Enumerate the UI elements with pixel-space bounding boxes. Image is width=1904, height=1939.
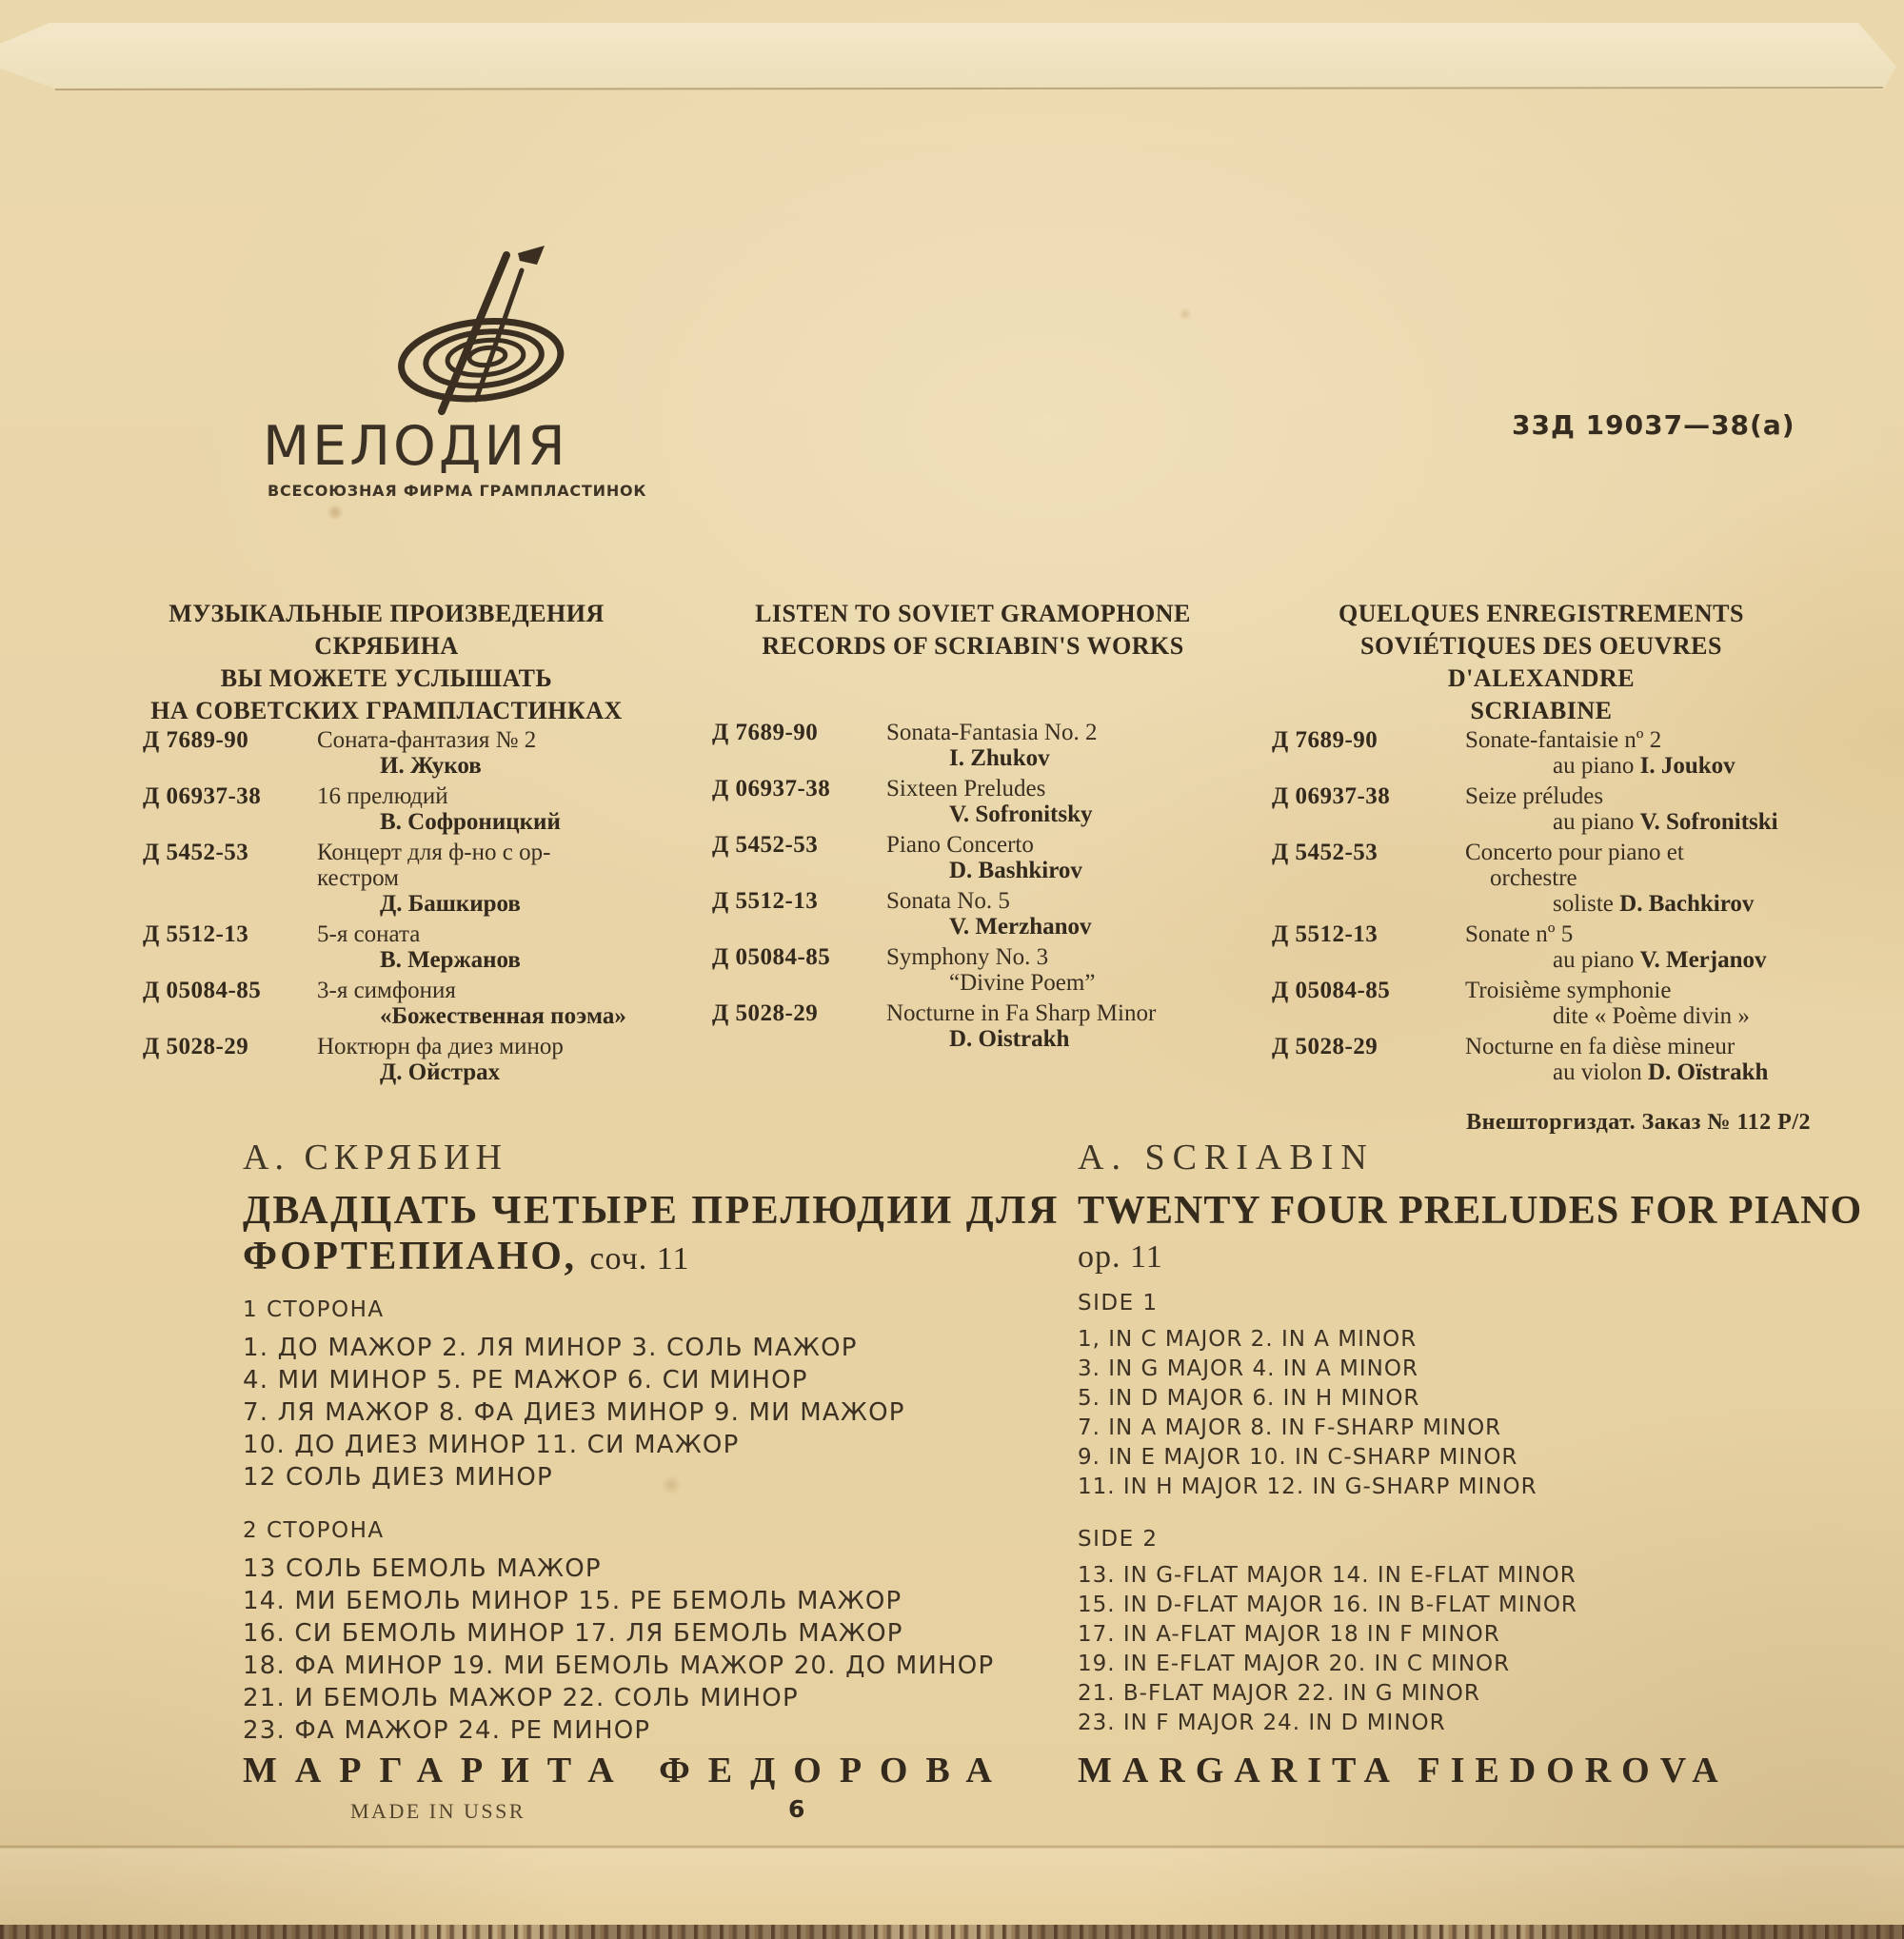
work-title-line: au piano I. Joukov: [1553, 753, 1735, 779]
album-title-en: TWENTY FOUR PRELUDES FOR PIANO: [1078, 1189, 1863, 1233]
catalog-number: Д 7689-90: [1272, 727, 1378, 753]
work-title-block: [886, 832, 1234, 883]
work-title-line: Concerto pour piano et: [1465, 840, 1684, 865]
catalog-entry: [143, 921, 630, 973]
matrix-number: 6: [788, 1795, 805, 1823]
work-title-line: Nocturne en fa dièse mineur: [1465, 1034, 1735, 1059]
work-title-line: В. Софроницкий: [380, 809, 561, 835]
work-title-line: Sonata No. 5: [886, 888, 1010, 914]
catalog-entry: [1272, 783, 1811, 835]
work-title-line: Sonata-Fantasia No. 2: [886, 720, 1098, 745]
catalog-entry: [1272, 727, 1811, 779]
work-title-block: [886, 888, 1234, 940]
catalog-number: Д 5028-29: [712, 1000, 819, 1026]
work-title-line: Концерт для ф-но с ор-: [317, 840, 551, 865]
track-line: 17. IN A-FLAT MAJOR 18 IN F MINOR: [1078, 1622, 1500, 1647]
side2-track-list-en: [1078, 1561, 1868, 1738]
album-title-ru-line2: ФОРТЕПИАНО,: [243, 1235, 577, 1278]
catalog-number: Д 06937-38: [712, 776, 831, 801]
catalog-entry: [712, 720, 1234, 771]
track-line: 21. B-FLAT MAJOR 22. IN G MINOR: [1078, 1681, 1480, 1706]
catalog-number-header: 33Д 19037—38(а): [1512, 409, 1795, 441]
work-title-line: Д. Башкиров: [380, 891, 521, 917]
opus-number-en: op. 11: [1078, 1239, 1163, 1275]
track-line: 13. IN G-FLAT MAJOR 14. IN E-FLAT MINOR: [1078, 1563, 1577, 1588]
catalog-number: Д 5452-53: [712, 832, 819, 858]
opus-number-ru: соч. 11: [589, 1241, 690, 1276]
side1-track-list-ru: [243, 1332, 1081, 1494]
work-title-line: V. Sofronitsky: [949, 801, 1093, 827]
catalog-number: Д 05084-85: [143, 978, 262, 1003]
track-line: 14. МИ БЕМОЛЬ МИНОР 15. РЕ БЕМОЛЬ МАЖОР: [243, 1587, 902, 1615]
composer-name-en: A. SCRIABIN: [1078, 1138, 1375, 1177]
work-title-block: [317, 1034, 630, 1085]
catalog-number: Д 5512-13: [712, 888, 819, 914]
catalog-number: Д 06937-38: [143, 783, 262, 809]
work-title-line: Sonate nº 5: [1465, 921, 1574, 947]
work-title-line: orchestre: [1490, 865, 1577, 891]
work-title-line: Соната-фантазия № 2: [317, 727, 537, 753]
work-title-line: D. Oistrakh: [949, 1026, 1070, 1052]
side2-label-en: SIDE 2: [1078, 1527, 1159, 1552]
work-title-block: [1465, 783, 1811, 835]
catalog-entry: [1272, 921, 1811, 973]
track-line: 7. IN A MAJOR 8. IN F-SHARP MINOR: [1078, 1415, 1502, 1440]
discography-column-russian: [143, 598, 630, 1090]
track-line: 4. МИ МИНОР 5. РЕ МАЖОР 6. СИ МИНОР: [243, 1366, 808, 1395]
worn-bottom-edge: [0, 1925, 1904, 1939]
work-title-line: 5-я соната: [317, 921, 421, 947]
catalog-entry: [712, 944, 1234, 996]
track-line: 23. ФА МАЖОР 24. РЕ МИНОР: [243, 1716, 651, 1745]
catalog-entry: [712, 776, 1234, 827]
album-info-english: [1078, 1138, 1868, 1738]
track-line: 19. IN E-FLAT MAJOR 20. IN C MINOR: [1078, 1652, 1511, 1676]
catalog-entry: [712, 832, 1234, 883]
work-title-line: Sonate-fantaisie nº 2: [1465, 727, 1662, 753]
work-title-line: “Divine Poem”: [949, 970, 1096, 996]
work-title-line: Seize préludes: [1465, 783, 1604, 809]
paper-crease-highlight: [0, 1849, 1904, 1925]
track-line: 12 СОЛЬ ДИЕЗ МИНОР: [243, 1463, 553, 1492]
discography-column-english: [712, 598, 1234, 1057]
work-title-block: [317, 783, 630, 835]
work-title-block: [317, 727, 630, 779]
discography-column-header: LISTEN TO SOVIET GRAMOPHONE RECORDS OF SCRIABIN'S WORKS: [755, 600, 1191, 660]
work-title-block: [886, 720, 1234, 771]
work-title-line: Ноктюрн фа диез минор: [317, 1034, 564, 1059]
track-line: 11. IN H MAJOR 12. IN G-SHARP MINOR: [1078, 1474, 1537, 1499]
track-line: 23. IN F MAJOR 24. IN D MINOR: [1078, 1711, 1446, 1735]
catalog-number: Д 5512-13: [143, 921, 249, 947]
logo-wordmark: МЕЛОДИЯ: [263, 415, 568, 478]
catalog-number: Д 5452-53: [1272, 840, 1378, 865]
track-line: 18. ФА МИНОР 19. МИ БЕМОЛЬ МАЖОР 20. ДО МИНОР: [243, 1652, 995, 1680]
track-line: 9. IN E MAJOR 10. IN C-SHARP MINOR: [1078, 1445, 1518, 1470]
discography-column-header: QUELQUES ENREGISTREMENTS SOVIÉTIQUES DES OEUVRES D'ALEXANDRE SCRIABINE: [1339, 600, 1744, 724]
work-title-line: au piano V. Sofronitski: [1553, 809, 1778, 835]
publisher-imprint: Внешторгиздат. Заказ № 112 Р/2: [1466, 1110, 1811, 1135]
work-title-block: [1465, 840, 1811, 917]
album-title-ru: [243, 1188, 1081, 1282]
work-title-line: Sixteen Preludes: [886, 776, 1046, 801]
catalog-entry: [1272, 978, 1811, 1029]
work-title-line: Symphony No. 3: [886, 944, 1049, 970]
track-line: 5. IN D MAJOR 6. IN H MINOR: [1078, 1386, 1420, 1411]
discography-column-header: МУЗЫКАЛЬНЫЕ ПРОИЗВЕДЕНИЯ СКРЯБИНА ВЫ МОЖЕТЕ УСЛЫШАТЬ НА СОВЕТСКИХ ГРАМПЛАСТИНКАХ: [150, 600, 623, 724]
work-title-line: кестром: [317, 865, 399, 891]
catalog-entry: [143, 783, 630, 835]
work-title-line: 16 прелюдий: [317, 783, 448, 809]
work-title-block: [317, 921, 630, 973]
catalog-entry: [143, 840, 630, 917]
work-title-line: Troisième symphonie: [1465, 978, 1672, 1003]
track-line: 15. IN D-FLAT MAJOR 16. IN B-FLAT MINOR: [1078, 1593, 1577, 1617]
track-line: 16. СИ БЕМОЛЬ МИНОР 17. ЛЯ БЕМОЛЬ МАЖОР: [243, 1619, 903, 1648]
catalog-entry: [143, 1034, 630, 1085]
work-title-block: [1465, 921, 1811, 973]
track-line: 7. ЛЯ МАЖОР 8. ФА ДИЕЗ МИНОР 9. МИ МАЖОР: [243, 1398, 905, 1427]
work-title-line: Piano Concerto: [886, 832, 1034, 858]
work-title-line: dite « Poème divin »: [1553, 1003, 1750, 1029]
catalog-entry: [143, 727, 630, 779]
work-title-line: soliste D. Bachkirov: [1553, 891, 1755, 917]
work-title-line: Д. Ойстрах: [380, 1059, 501, 1085]
work-title-line: I. Zhukov: [949, 745, 1050, 771]
discography-column-french: [1272, 598, 1811, 1090]
track-line: 10. ДО ДИЕЗ МИНОР 11. СИ МАЖОР: [243, 1431, 740, 1459]
side2-label-ru: 2 СТОРОНА: [243, 1518, 385, 1543]
work-title-line: au piano V. Merjanov: [1553, 947, 1767, 973]
composer-name-ru: А. СКРЯБИН: [243, 1138, 507, 1177]
work-title-block: [886, 776, 1234, 827]
track-line: 13 СОЛЬ БЕМОЛЬ МАЖОР: [243, 1554, 602, 1583]
catalog-number: Д 05084-85: [712, 944, 831, 970]
work-title-block: [317, 840, 630, 917]
made-in-ussr-label: MADE IN USSR: [350, 1799, 526, 1823]
catalog-number: Д 7689-90: [143, 727, 249, 753]
performer-name-ru: МАРГАРИТА ФЕДОРОВА: [243, 1751, 1010, 1791]
work-title-line: au violon D. Oïstrakh: [1553, 1059, 1769, 1085]
work-title-block: [886, 944, 1234, 996]
side1-label-en: SIDE 1: [1078, 1291, 1159, 1316]
album-title-ru-line1: ДВАДЦАТЬ ЧЕТЫРЕ ПРЕЛЮДИИ ДЛЯ: [243, 1189, 1060, 1233]
work-title-block: [1465, 978, 1811, 1029]
track-line: 1. ДО МАЖОР 2. ЛЯ МИНОР 3. СОЛЬ МАЖОР: [243, 1334, 858, 1362]
catalog-entry: [1272, 840, 1811, 917]
side1-track-list-en: [1078, 1325, 1868, 1502]
work-title-block: [1465, 1034, 1811, 1085]
catalog-entry: [712, 1000, 1234, 1052]
work-title-line: D. Bashkirov: [949, 858, 1082, 883]
album-info-russian: [243, 1138, 1081, 1747]
catalog-entry: [712, 888, 1234, 940]
work-title-block: [886, 1000, 1234, 1052]
catalog-number: Д 06937-38: [1272, 783, 1391, 809]
catalog-number: Д 05084-85: [1272, 978, 1391, 1003]
work-title-line: V. Merzhanov: [949, 914, 1092, 940]
catalog-entry: [143, 978, 630, 1029]
work-title-line: «Божественная поэма»: [380, 1003, 626, 1029]
work-title-line: Nocturne in Fa Sharp Minor: [886, 1000, 1157, 1026]
side2-track-list-ru: [243, 1553, 1081, 1747]
logo-subtitle: ВСЕСОЮЗНАЯ ФИРМА ГРАМПЛАСТИНОК: [268, 482, 647, 500]
tape-strip: [0, 23, 1898, 89]
melodiya-logo-icon: [383, 244, 587, 415]
catalog-number: Д 7689-90: [712, 720, 819, 745]
catalog-number: Д 5028-29: [1272, 1034, 1378, 1059]
work-title-line: 3-я симфония: [317, 978, 456, 1003]
track-line: 3. IN G MAJOR 4. IN A MINOR: [1078, 1356, 1418, 1381]
work-title-block: [1465, 727, 1811, 779]
track-line: 21. И БЕМОЛЬ МАЖОР 22. СОЛЬ МИНОР: [243, 1684, 799, 1712]
catalog-number: Д 5028-29: [143, 1034, 249, 1059]
catalog-number: Д 5512-13: [1272, 921, 1378, 947]
catalog-entry: [1272, 1034, 1811, 1085]
work-title-block: [317, 978, 630, 1029]
work-title-line: В. Мержанов: [380, 947, 521, 973]
catalog-number: Д 5452-53: [143, 840, 249, 865]
performer-name-en: MARGARITA FIEDOROVA: [1078, 1751, 1729, 1791]
track-line: 1, IN C MAJOR 2. IN A MINOR: [1078, 1327, 1418, 1352]
work-title-line: И. Жуков: [380, 753, 482, 779]
side1-label-ru: 1 СТОРОНА: [243, 1297, 385, 1322]
